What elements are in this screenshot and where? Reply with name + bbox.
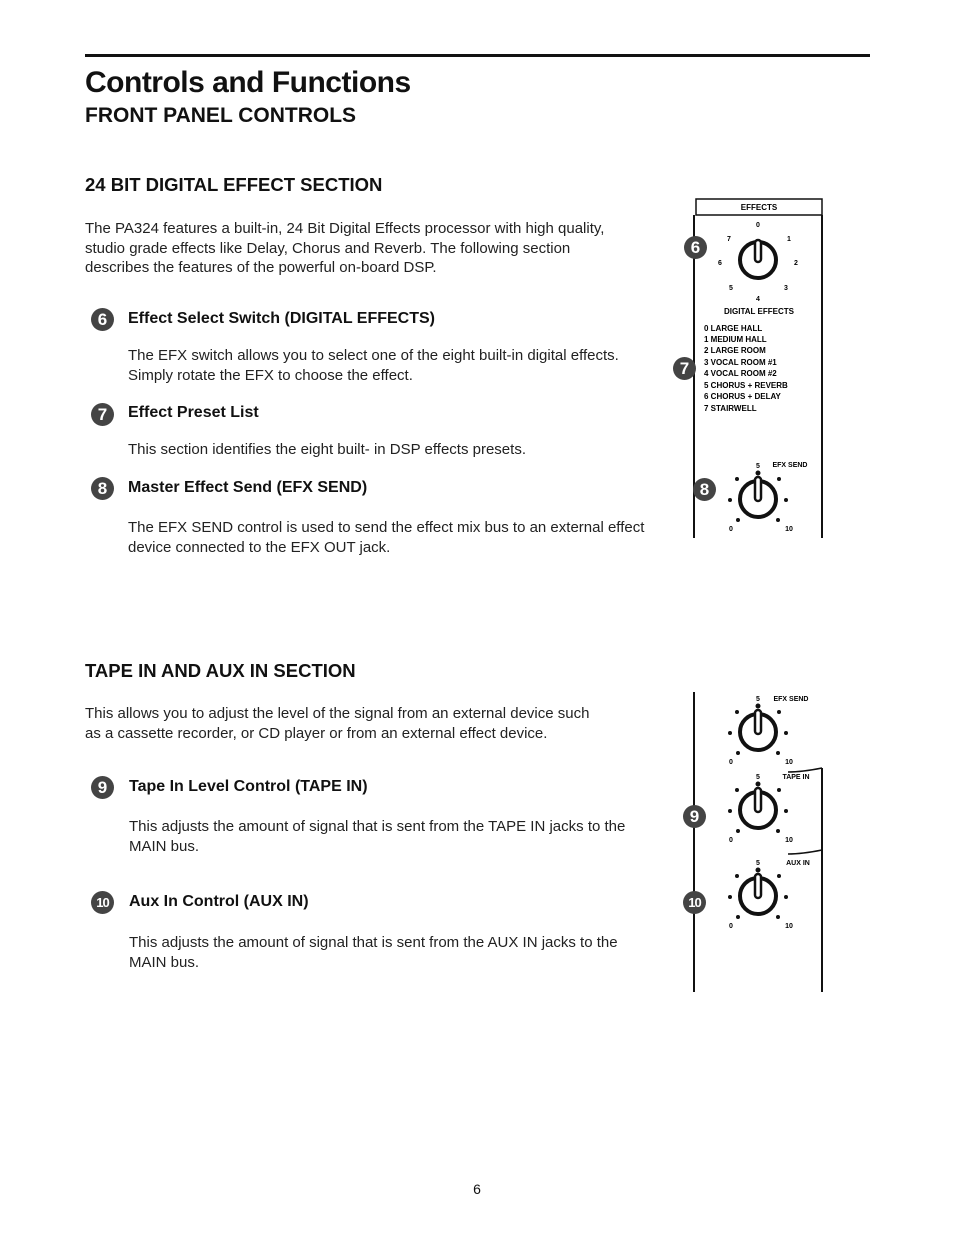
- section-intro-digital-effect: [85, 219, 604, 278]
- section-heading-digital-effect: 24 BIT DIGITAL EFFECT SECTION: [85, 174, 383, 195]
- intro-line: describes the features of the powerful on-board DSP.: [85, 259, 437, 276]
- selector-tick-label: 0: [756, 222, 760, 229]
- selector-tick-label: 3: [784, 285, 788, 292]
- aux-in-knob: [728, 860, 810, 930]
- preset-item: 7 STAIRWELL: [704, 404, 757, 413]
- item-title-tape-in: Tape In Level Control (TAPE IN): [129, 778, 368, 795]
- tape-aux-panel-diagram: [672, 690, 832, 995]
- digital-effects-label: DIGITAL EFFECTS: [724, 307, 794, 316]
- body-line: device connected to the EFX OUT jack.: [128, 538, 391, 556]
- callout-badge-10: 10: [91, 891, 114, 914]
- efx-send-knob: [728, 462, 808, 533]
- preset-item: 3 VOCAL ROOM #1: [704, 358, 777, 367]
- page-title: Controls and Functions: [85, 66, 411, 99]
- body-line: The EFX switch allows you to select one of the eight built-in digital effects.: [128, 347, 619, 364]
- knob-label: EFX SEND: [772, 462, 808, 469]
- preset-item: 5 CHORUS + REVERB: [704, 381, 788, 390]
- efx-send-knob: [728, 696, 809, 766]
- item-body-effect-select: [128, 346, 619, 385]
- body-line: MAIN bus.: [129, 837, 200, 855]
- panel-divider: [788, 850, 822, 854]
- callout-badge-8: 8: [91, 477, 114, 500]
- knob-mid-label: 5: [756, 696, 760, 703]
- item-body-preset-list: [128, 440, 526, 460]
- selector-tick-label: 2: [794, 260, 798, 267]
- selector-tick-label: 4: [756, 296, 760, 303]
- knob-min-label: 0: [729, 759, 733, 766]
- knob-max-label: 10: [785, 923, 793, 930]
- panel-callout-10: 10: [683, 891, 706, 914]
- panel-divider: [788, 768, 822, 772]
- callout-badge-9: 9: [91, 776, 114, 799]
- panel-callout-9: 9: [683, 805, 706, 828]
- knob-max-label: 10: [785, 526, 793, 533]
- preset-item: 1 MEDIUM HALL: [704, 335, 767, 344]
- page-subtitle: FRONT PANEL CONTROLS: [85, 104, 357, 127]
- knob-min-label: 0: [729, 923, 733, 930]
- item-body-tape-in: [129, 817, 625, 856]
- tape-in-knob: [728, 774, 810, 844]
- knob-mid-label: 5: [756, 774, 760, 781]
- intro-line: This allows you to adjust the level of the signal from an external device such: [85, 705, 590, 722]
- preset-item: 4 VOCAL ROOM #2: [704, 369, 777, 378]
- item-title-master-effect-send: Master Effect Send (EFX SEND): [128, 479, 368, 496]
- item-title-aux-in: Aux In Control (AUX IN): [129, 893, 309, 910]
- body-line: This adjusts the amount of signal that is sent from the AUX IN jacks to the: [129, 934, 618, 951]
- body-line: Simply rotate the EFX to choose the effect.: [128, 366, 413, 384]
- body-line: MAIN bus.: [129, 953, 200, 971]
- body-line: This section identifies the eight built- in DSP effects presets.: [128, 441, 526, 458]
- selector-tick-label: 6: [718, 260, 722, 267]
- preset-list: [704, 324, 788, 413]
- knob-min-label: 0: [729, 837, 733, 844]
- knob-max-label: 10: [785, 837, 793, 844]
- effect-select-knob: [718, 222, 798, 303]
- page-number: 6: [473, 1181, 481, 1197]
- item-body-master-effect-send: [128, 518, 644, 557]
- knob-label: TAPE IN: [782, 774, 810, 781]
- preset-item: 2 LARGE ROOM: [704, 346, 766, 355]
- panel-callout-7: 7: [673, 357, 696, 380]
- knob-label: AUX IN: [786, 860, 810, 867]
- item-title-preset-list: Effect Preset List: [128, 404, 259, 421]
- selector-tick-label: 5: [729, 285, 733, 292]
- item-title-effect-select: Effect Select Switch (DIGITAL EFFECTS): [128, 310, 435, 327]
- section-intro-tape-aux: [85, 704, 589, 743]
- knob-label: EFX SEND: [773, 696, 809, 703]
- intro-line: studio grade effects like Delay, Chorus and Reverb. The following section: [85, 239, 571, 257]
- effects-label: EFFECTS: [740, 203, 778, 212]
- body-line: This adjusts the amount of signal that is sent from the TAPE IN jacks to the: [129, 818, 626, 835]
- intro-line: as a cassette recorder, or CD player or from an external effect device.: [85, 724, 548, 742]
- callout-badge-6: 6: [91, 308, 114, 331]
- panel-callout-6: 6: [684, 236, 707, 259]
- selector-tick-label: 1: [787, 236, 791, 243]
- section-heading-tape-aux: TAPE IN AND AUX IN SECTION: [85, 660, 356, 681]
- knob-min-label: 0: [729, 526, 733, 533]
- knob-mid-label: 5: [756, 860, 760, 867]
- knob-max-label: 10: [785, 759, 793, 766]
- body-line: The EFX SEND control is used to send the effect mix bus to an external effect: [128, 519, 645, 536]
- intro-line: The PA324 features a built-in, 24 Bit Digital Effects processor with high quality,: [85, 220, 605, 237]
- panel-callout-8: 8: [693, 478, 716, 501]
- header-rule: [85, 54, 870, 57]
- preset-item: 0 LARGE HALL: [704, 324, 763, 333]
- knob-mid-label: 5: [756, 463, 760, 470]
- preset-item: 6 CHORUS + DELAY: [704, 392, 781, 401]
- callout-badge-7: 7: [91, 403, 114, 426]
- item-body-aux-in: [129, 933, 618, 972]
- selector-tick-label: 7: [727, 236, 731, 243]
